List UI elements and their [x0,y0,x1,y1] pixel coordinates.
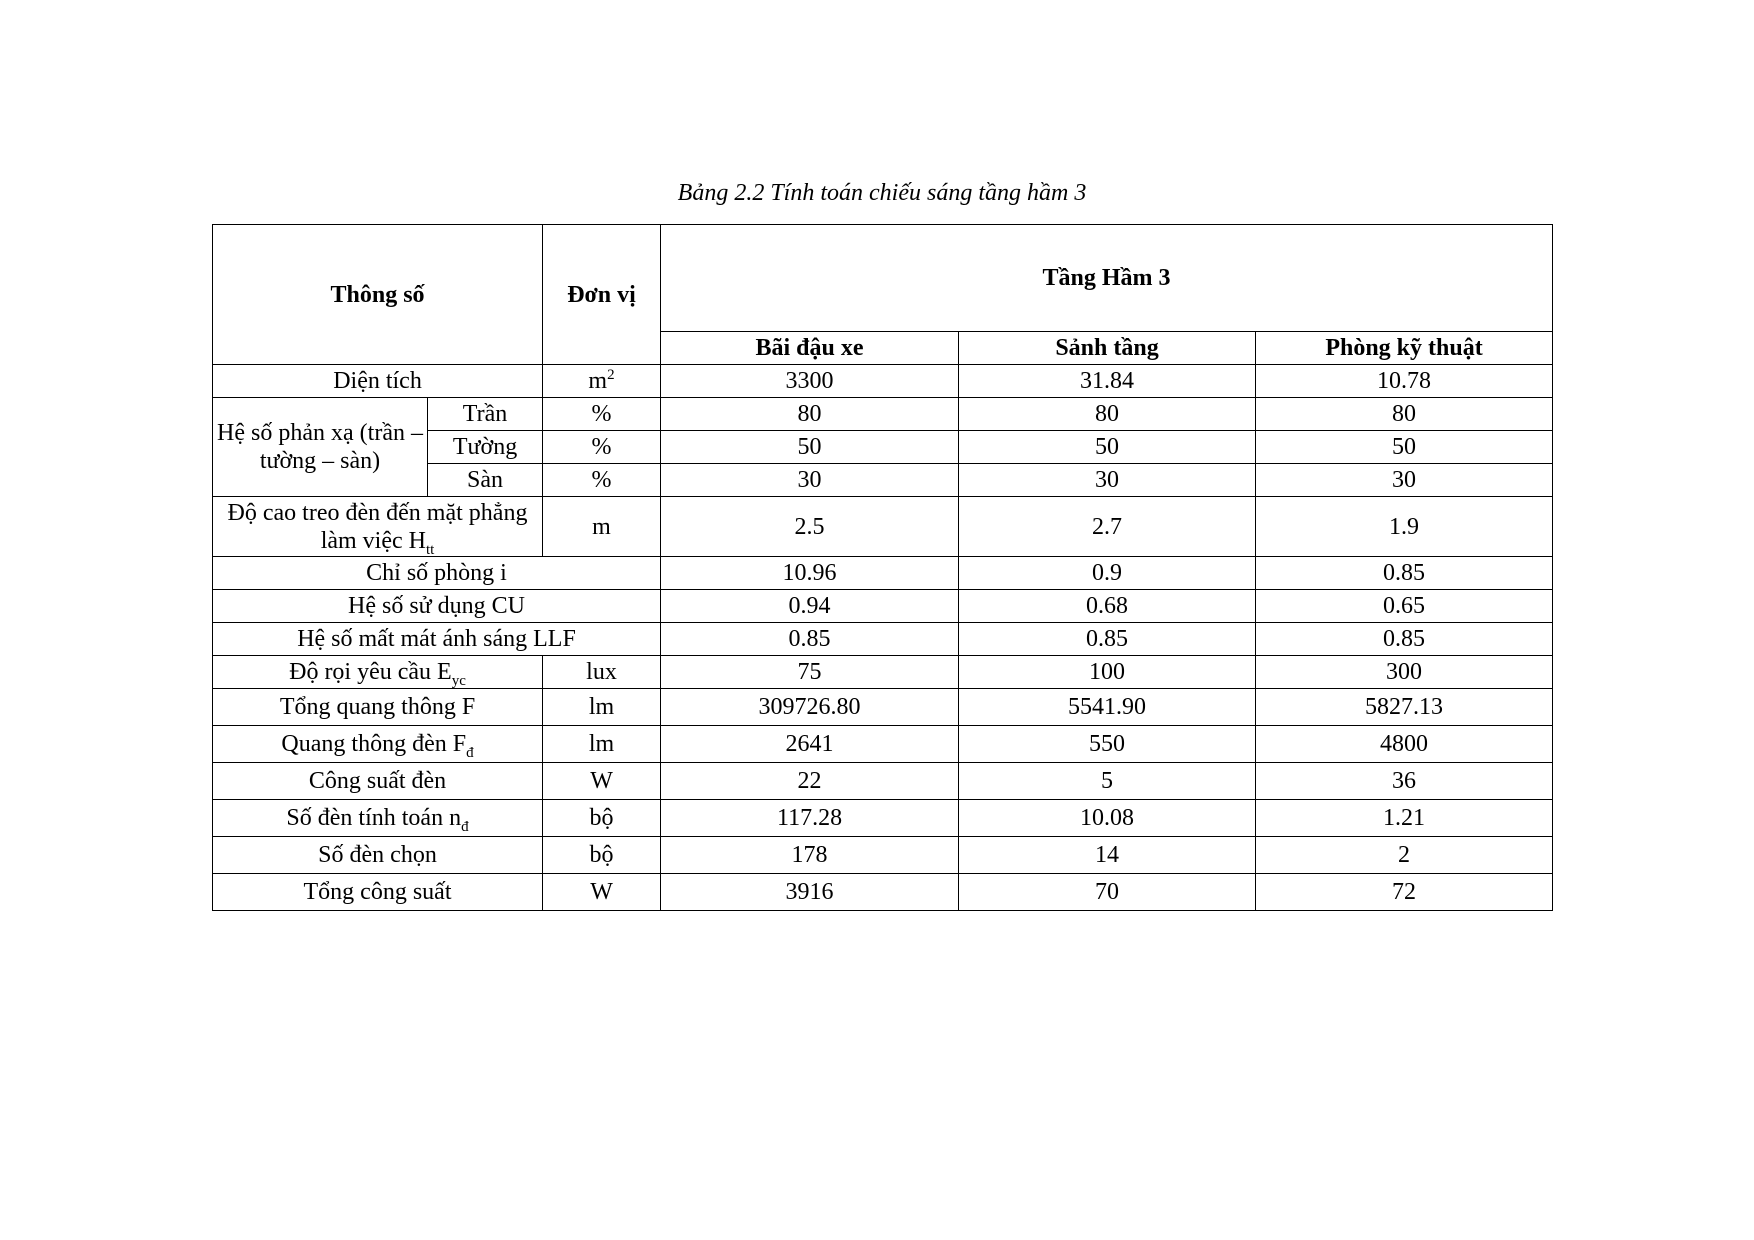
cell-value: 117.28 [661,800,959,837]
cell-value: 22 [661,763,959,800]
cell-value: 178 [661,837,959,874]
header-parameter: Thông số [213,225,543,365]
row-unit: W [543,874,661,911]
cell-value: 10.78 [1256,365,1553,398]
cell-value: 10.08 [959,800,1256,837]
cell-value: 80 [959,398,1256,431]
row-unit: m [543,497,661,557]
row-unit: $m^2$ [543,365,661,398]
cell-value: 72 [1256,874,1553,911]
row-sublabel: Trần [428,398,543,431]
table-row [213,874,1553,911]
header-parking: Bãi đậu xe [661,332,959,365]
table-row [213,590,1553,623]
row-unit: % [543,398,661,431]
row-unit: W [543,763,661,800]
row-unit: % [543,464,661,497]
row-label: Số đèn tính toán $n_đ$ [213,800,543,837]
row-sublabel: Sàn [428,464,543,497]
cell-value: 80 [1256,398,1553,431]
cell-value: 2641 [661,726,959,763]
row-unit: % [543,431,661,464]
cell-value: 31.84 [959,365,1256,398]
cell-value: 4800 [1256,726,1553,763]
cell-value: 0.65 [1256,590,1553,623]
row-sublabel: Tường [428,431,543,464]
table-row [213,726,1553,763]
cell-value: 5541.90 [959,689,1256,726]
cell-value: 0.85 [1256,623,1553,656]
cell-value: 80 [661,398,959,431]
row-label: Độ cao treo đèn đến mặt phẳng làm việc $H_{tt}$ [213,497,543,557]
cell-value: 30 [661,464,959,497]
row-label: Độ rọi yêu cầu $E_{yc}$ [213,656,543,689]
header-unit: Đơn vị [543,225,661,365]
row-label: Tổng quang thông F [213,689,543,726]
cell-value: 3916 [661,874,959,911]
row-unit: lm [543,689,661,726]
cell-value: 309726.80 [661,689,959,726]
cell-value: 50 [661,431,959,464]
cell-value: 3300 [661,365,959,398]
row-label: Số đèn chọn [213,837,543,874]
table-row [213,837,1553,874]
row-label-reflectance: Hệ số phản xạ (trần – tường – sàn) [213,398,428,497]
header-technical-room: Phòng kỹ thuật [1256,332,1553,365]
cell-value: 50 [1256,431,1553,464]
table-row [213,557,1553,590]
cell-value: 30 [959,464,1256,497]
cell-value: 70 [959,874,1256,911]
cell-value: 300 [1256,656,1553,689]
header-group-basement-3: Tầng Hầm 3 [661,225,1553,332]
cell-value: 50 [959,431,1256,464]
cell-value: 36 [1256,763,1553,800]
cell-value: 0.85 [661,623,959,656]
row-label: Tổng công suất [213,874,543,911]
cell-value: 10.96 [661,557,959,590]
row-label: Công suất đèn [213,763,543,800]
row-label: Quang thông đèn $F_đ$ [213,726,543,763]
cell-value: 2.7 [959,497,1256,557]
header-lobby: Sảnh tầng [959,332,1256,365]
cell-value: 1.21 [1256,800,1553,837]
header-row [213,225,1553,332]
cell-value: 550 [959,726,1256,763]
cell-value: 75 [661,656,959,689]
row-label: Chỉ số phòng i [213,557,661,590]
cell-value: 0.68 [959,590,1256,623]
table-row [213,763,1553,800]
cell-value: 5 [959,763,1256,800]
cell-value: 0.85 [959,623,1256,656]
table-row [213,800,1553,837]
lighting-calculation-table [212,224,1553,911]
cell-value: 14 [959,837,1256,874]
cell-value: 2 [1256,837,1553,874]
cell-value: 2.5 [661,497,959,557]
cell-value: 0.9 [959,557,1256,590]
cell-value: 5827.13 [1256,689,1553,726]
table-row [213,497,1553,557]
cell-value: 1.9 [1256,497,1553,557]
row-label: Hệ số mất mát ánh sáng LLF [213,623,661,656]
table-row [213,656,1553,689]
table-row [213,365,1553,398]
cell-value: 30 [1256,464,1553,497]
row-label: Hệ số sử dụng CU [213,590,661,623]
row-unit: lm [543,726,661,763]
table-row [213,689,1553,726]
cell-value: 0.94 [661,590,959,623]
row-unit: bộ [543,837,661,874]
row-unit: lux [543,656,661,689]
table-row [213,398,1553,431]
row-unit: bộ [543,800,661,837]
table-caption: Bảng 2.2 Tính toán chiếu sáng tầng hầm 3 [677,180,1087,206]
row-label: Diện tích [213,365,543,398]
table-row [213,623,1553,656]
cell-value: 0.85 [1256,557,1553,590]
cell-value: 100 [959,656,1256,689]
